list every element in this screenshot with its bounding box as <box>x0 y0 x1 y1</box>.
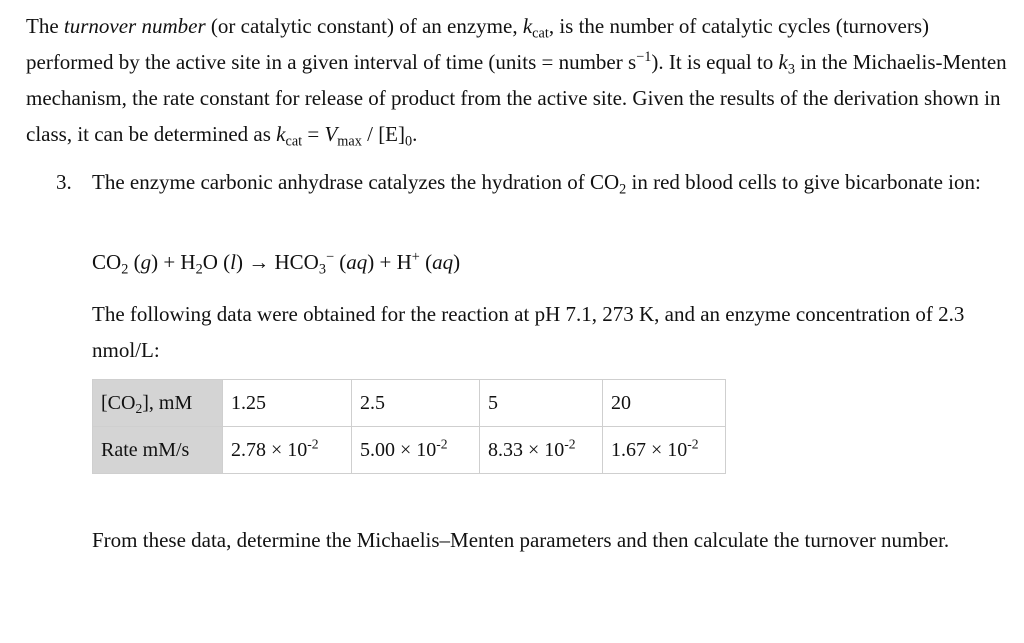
rate-exponent: -2 <box>307 436 319 452</box>
formula-kcat: k <box>276 122 286 146</box>
eq-state-gas: g <box>140 250 152 274</box>
kcat-symbol: k <box>522 14 533 38</box>
problem-statement <box>92 164 1002 200</box>
eq-text: ) <box>236 250 249 274</box>
formula-period: . <box>412 122 418 146</box>
eq-h-charge: + <box>411 249 420 266</box>
table-cell: 2.5 <box>352 380 480 427</box>
eq-text: ) <box>453 250 461 274</box>
k3-symbol: k <box>778 50 788 74</box>
rate-exponent: -2 <box>564 436 576 452</box>
table-cell <box>480 427 603 474</box>
k3-subscript: 3 <box>787 61 795 78</box>
formula-enzyme-conc: / [E] <box>361 122 406 146</box>
intro-text: The <box>26 14 64 38</box>
eq-text: ( <box>419 250 433 274</box>
table-cell <box>352 427 480 474</box>
eq-text: ( <box>334 250 347 274</box>
reaction-equation <box>92 244 460 280</box>
eq-text: ( <box>128 250 141 274</box>
data-table <box>92 379 726 474</box>
row-header-rate: Rate mM/s <box>93 427 223 474</box>
formula-vmax: V <box>324 122 338 146</box>
rate-mantissa: 5.00 × 10 <box>360 438 437 461</box>
intro-text: (or catalytic constant) of an enzyme, <box>205 14 523 38</box>
eq-text: ) + H <box>151 250 196 274</box>
header-text: ], mM <box>142 391 193 414</box>
table-cell: 5 <box>480 380 603 427</box>
statement-text: in red blood cells to give bicarbonate ion: <box>626 170 981 194</box>
unit-exponent: −1 <box>636 49 652 66</box>
eq-state-aqueous: aq <box>346 250 368 274</box>
table-cell: 1.25 <box>223 380 352 427</box>
co2-subscript: 2 <box>619 181 627 198</box>
rate-mantissa: 1.67 × 10 <box>611 438 688 461</box>
rate-mantissa: 8.33 × 10 <box>488 438 565 461</box>
problem-number: 3. <box>56 170 72 194</box>
formula-kcat-subscript: cat <box>285 133 303 150</box>
table-cell: 20 <box>603 380 726 427</box>
row-header-co2 <box>93 380 223 427</box>
formula-enzyme-subscript: 0 <box>405 133 413 150</box>
turnover-number-term: turnover number <box>63 14 206 38</box>
eq-co2: CO <box>92 250 122 274</box>
eq-text: ) + H <box>367 250 412 274</box>
table-row <box>93 427 726 474</box>
table-row <box>93 380 726 427</box>
intro-paragraph <box>26 8 1011 152</box>
eq-h2o-subscript: 2 <box>195 261 203 278</box>
kcat-subscript: cat <box>532 25 549 42</box>
intro-text: , is the number of catalytic cycles (turnovers) performed by the active site in a given interval of time (units = number s <box>26 14 930 74</box>
eq-state-liquid: l <box>230 250 236 274</box>
formula-vmax-subscript: max <box>337 133 362 150</box>
eq-co2-subscript: 2 <box>121 261 129 278</box>
table-cell <box>223 427 352 474</box>
data-description: The following data were obtained for the reaction at pH 7.1, 273 K, and an enzyme concentration of 2.3 nmol/L: <box>92 302 965 362</box>
intro-text: in the Michaelis-Menten mechanism, the rate constant for release of product from the active site. Given the results of the derivation shown in class, it can be determined as <box>26 50 1007 146</box>
reaction-arrow-icon: → <box>248 250 270 274</box>
intro-text: ). It is equal to <box>651 50 779 74</box>
statement-text: The enzyme carbonic anhydrase catalyzes the hydration of CO <box>92 170 620 194</box>
eq-text: O ( <box>202 250 231 274</box>
eq-hco3-charge: − <box>325 249 335 266</box>
eq-hco3-subscript: 3 <box>318 261 326 278</box>
header-text: [CO <box>101 391 136 414</box>
eq-state-aqueous: aq <box>432 250 454 274</box>
closing-question: From these data, determine the Michaelis–Menten parameters and then calculate the turnover number. <box>92 528 950 552</box>
formula-equals: = <box>302 122 325 146</box>
rate-mantissa: 2.78 × 10 <box>231 438 308 461</box>
header-subscript: 2 <box>135 400 143 416</box>
eq-hco3: HCO <box>269 250 319 274</box>
rate-exponent: -2 <box>436 436 448 452</box>
table-cell <box>603 427 726 474</box>
rate-exponent: -2 <box>687 436 699 452</box>
